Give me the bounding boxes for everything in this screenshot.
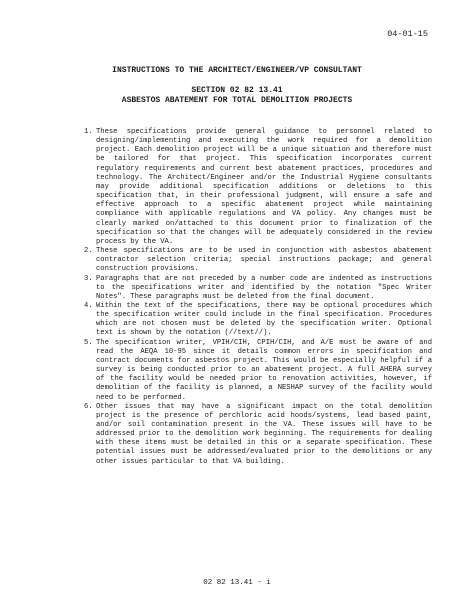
instructions-heading: INSTRUCTIONS TO THE ARCHITECT/ENGINEER/VP CONSULTANT [112,66,362,75]
section-heading: SECTION 02 82 13.41 [191,86,283,95]
list-item [84,128,432,247]
list-item [84,275,432,302]
list-item-text: The specification writer, VPIH/CIH, CPIH/CIH, and A/E must be aware of and read the AEQA 10-95 since it details common errors in specification and contract documents for asbestos project. This would be especially helpful if a survey is being conducted prior to an abatement project. A full AHERA survey of the facility would be needed prior to renovation activities, however, if demolition of the facility is planned, a NESHAP survey of the facility would need to be performed. [96,338,432,402]
list-item-text: These specifications are to be used in conjunction with asbestos abatement contractor selection criteria; special instructions package; and general construction provisions. [96,247,432,274]
list-item-number: 4. [84,301,93,310]
list-item-number: 3. [84,274,93,283]
list-item-text: Other issues that may have a significant impact on the total demolition project is the presence of perchloric acid hoods/systems, lead based paint, and/or soil contamination present in the VA. These issues will have to be addressed prior to the demolition work beginning. The requirements for dealing with these items must be detailed in this or a separate specification. These potential issues must be addressed/evaluated prior to the demolitions or any other issues particular to that VA building. [96,402,432,466]
subject-heading: ASBESTOS ABATEMENT FOR TOTAL DEMOLITION PROJECTS [121,96,353,105]
list-item-number: 6. [84,402,93,411]
list-item [84,339,432,403]
page-footer: 02 82 13.41 - i [203,579,271,587]
document-date: 04-01-15 [387,29,428,39]
list-item-number: 2. [84,247,93,256]
list-item [84,247,432,274]
list-item-number: 5. [84,338,93,347]
list-item [84,302,432,339]
list-item [84,403,432,467]
instruction-list [84,128,432,467]
list-item-number: 1. [84,128,93,136]
list-item-text: Within the text of the specifications, there may be optional procedures which the specification writer could include in the final specification. Procedures which are not chosen must be deleted by the specification writer. Optional text is shown by the notation (//text//). [96,301,432,338]
list-item-text: These specifications provide general guidance to personnel related to designing/implementing and executing the work required for a demolition project. Each demolition project will be a unique situation and therefore must be tailored for that project. This specification incorporates current regulatory requirements and current best abatement practices, procedures and technology. The Architect/Engineer and/or the Industrial Hygiene consultants may provide additional specification additions or deletions to this specification that, in their professional judgment, will ensure a safe and effective approach to a specific abatement project while maintaining compliance with applicable regulations and VA policy. Any changes must be clearly marked on/attached to this document prior to finalization of the specification so that the changes will be adequately considered in the review process by the VA. [96,128,432,246]
list-item-text: Paragraphs that are not preceded by a number code are indented as instructions to the specifications writer and identified by the notation "Spec Writer Notes". These paragraphs must be deleted from the final document. [96,274,432,301]
